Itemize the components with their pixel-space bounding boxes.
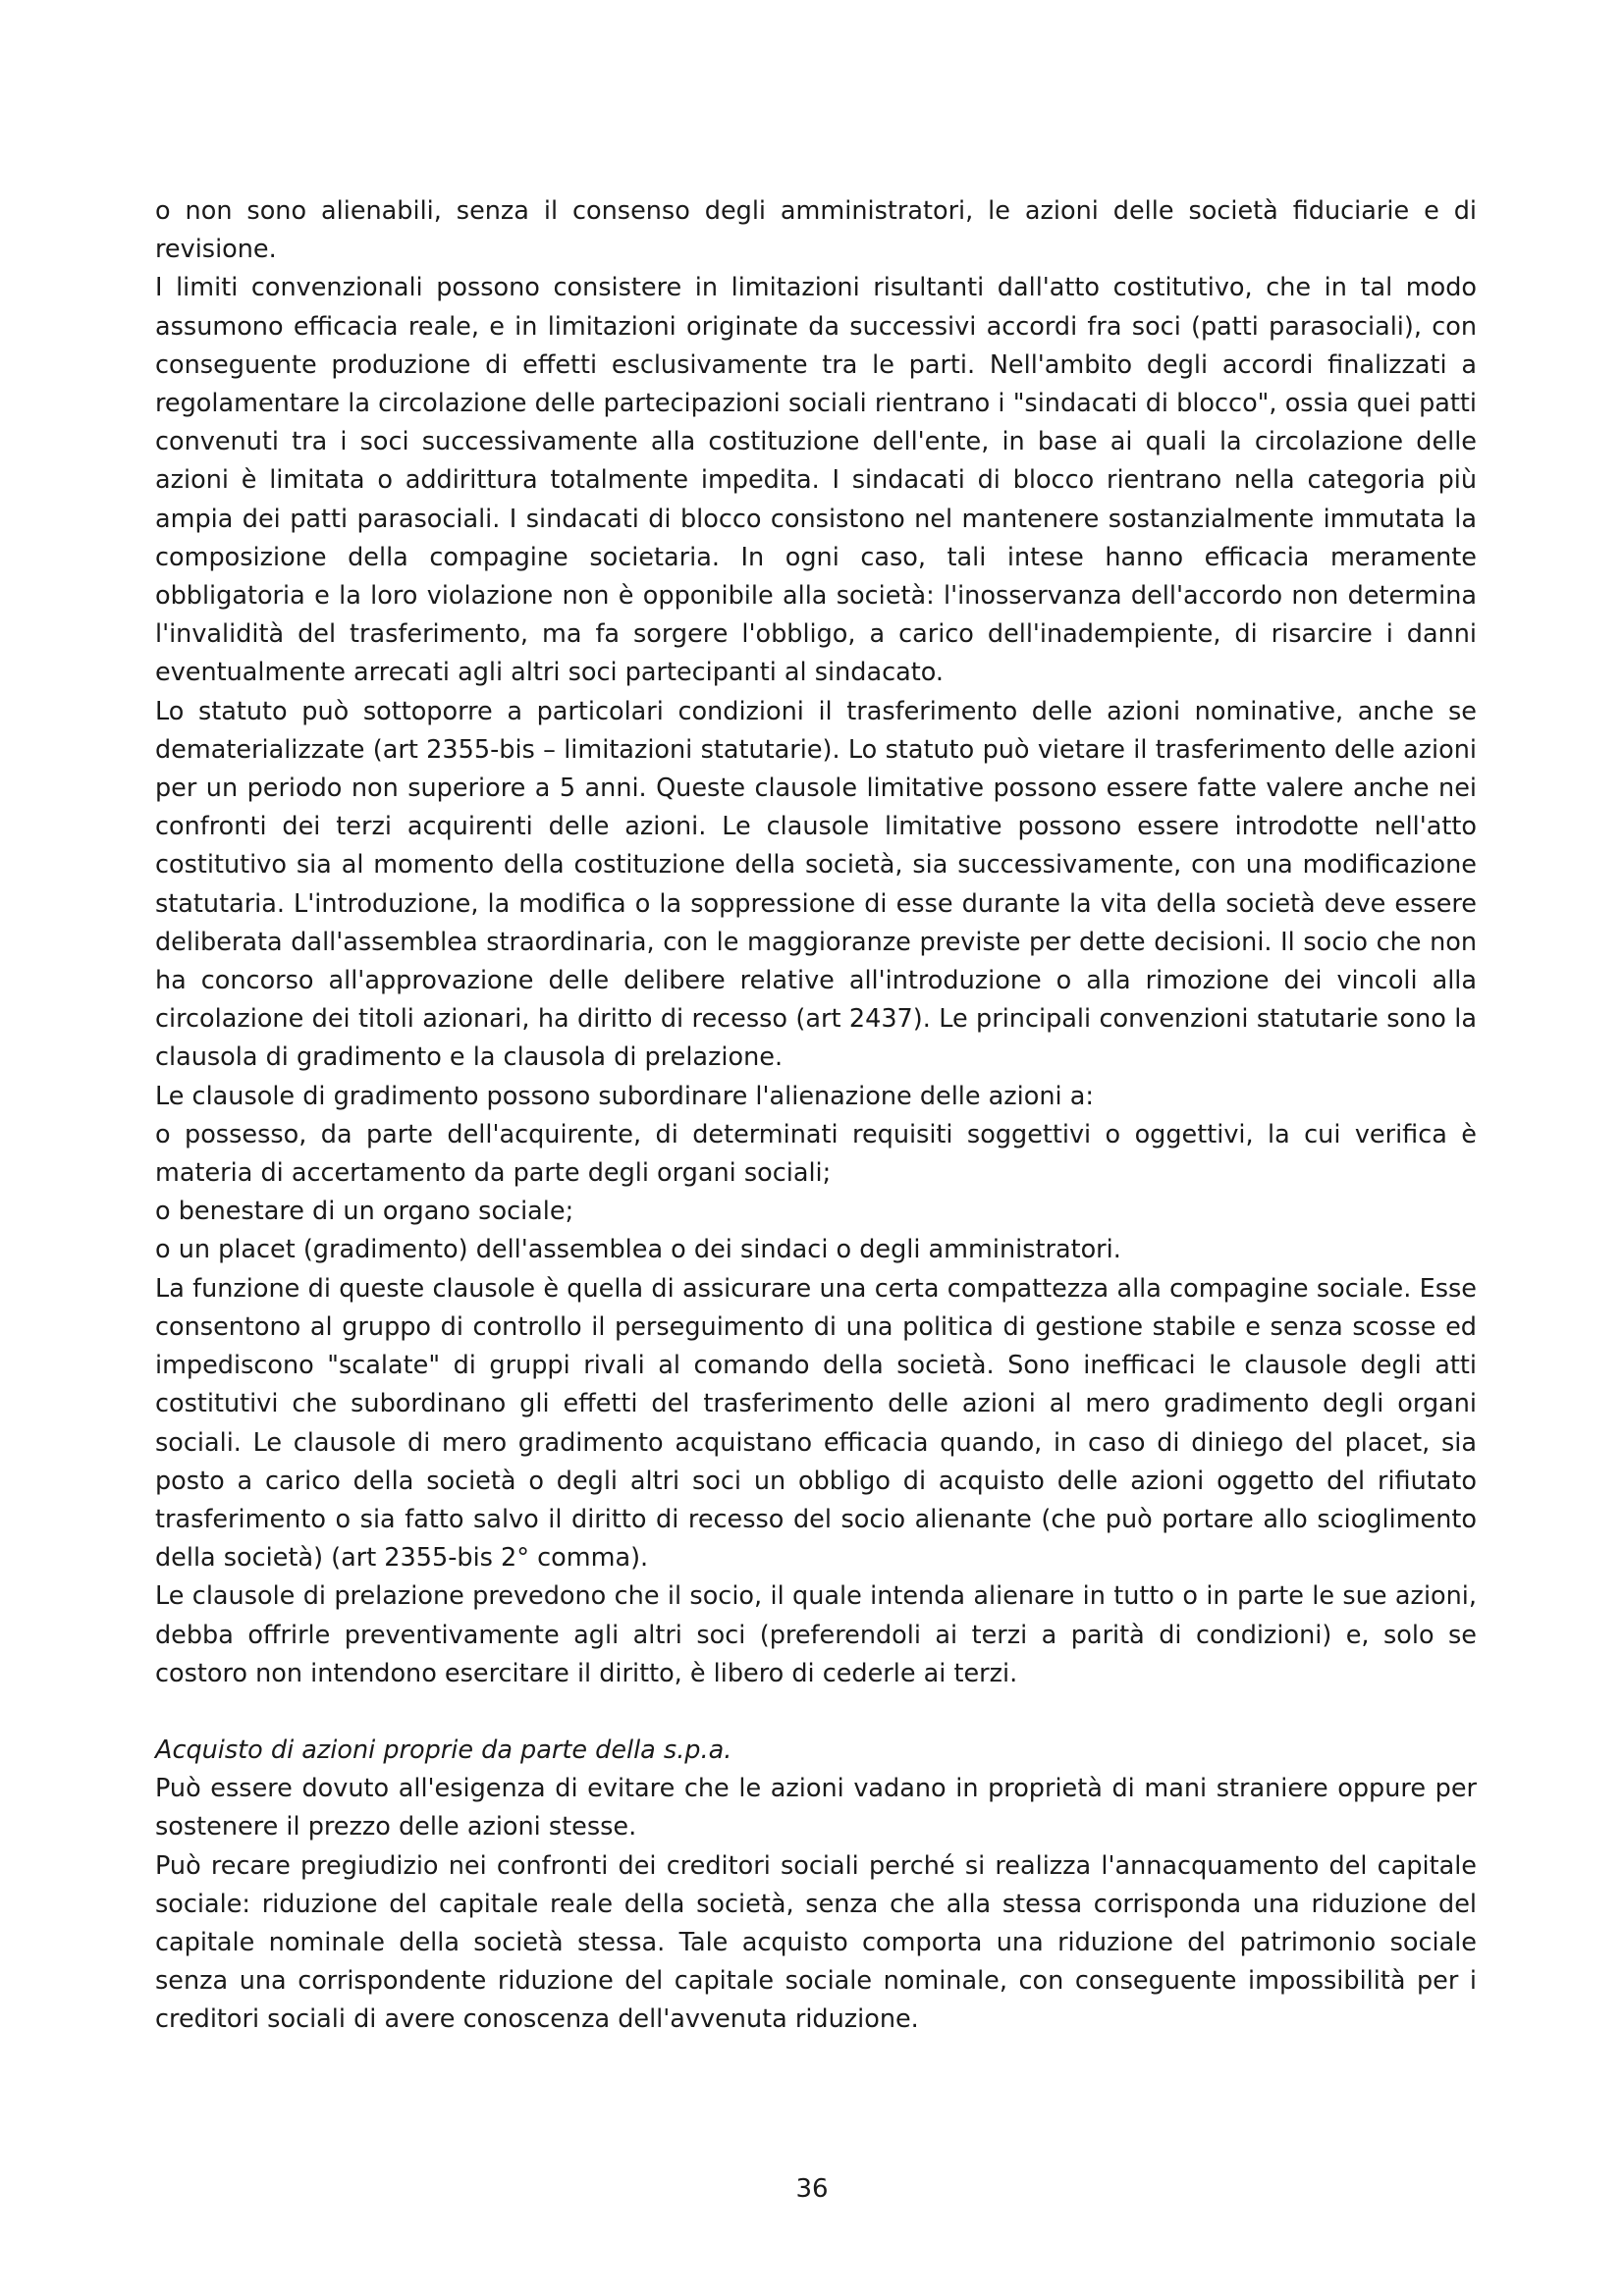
list-item-benestare: o benestare di un organo sociale; (155, 1197, 574, 1227)
paragraph-limiti-convenzionali: I limiti convenzionali possono consistere in limitazioni risultanti dall'atto costitutivo, che in tal modo assumono efficacia reale, e in limitazioni originate da successivi accordi fra soci (patti parasociali), con conseguente produzione di effetti esclusivamente tra le parti. Nell'ambito degli accordi finalizzati a regolamentare la circolazione delle partecipazioni sociali rientrano i "sindacati di blocco", ossia quei patti convenuti tra i soci successivamente alla costituzione dell'ente, in base ai quali la circolazione delle azioni è limitata o addirittura totalmente impedita. I sindacati di blocco rientrano nella categoria più ampia dei patti parasociali. I sindacati di blocco consistono nel mantenere sostanzialmente immutata la composizione della compagine societaria. In ogni caso, tali intese hanno efficacia meramente obbligatoria e la loro violazione non è opponibile alla società: l'inosservanza dell'accordo non determina l'invalidità del trasferimento, ma fa sorgere l'obbligo, a carico dell'inadempiente, di risarcire i danni eventualmente arrecati agli altri soci partecipanti al sindacato. (155, 273, 1477, 688)
paragraph-bullet-fiduciarie: o non sono alienabili, senza il consenso degli amministratori, le azioni delle società fiduciarie e di revisione. (155, 196, 1477, 265)
section-spacer (155, 1693, 1477, 1732)
section-title: Acquisto di azioni proprie da parte della s.p.a. (155, 1735, 732, 1765)
paragraph-pregiudizio: Può recare pregiudizio nei confronti dei creditori sociali perché si realizza l'annacquamento del capitale sociale: riduzione del capitale reale della società, senza che alla stessa corrisponda una riduzione del capitale nominale della società stessa. Tale acquisto comporta una riduzione del patrimonio sociale senza una corrispondente riduzione del capitale sociale nominale, con conseguente impossibilità per i creditori sociali di avere conoscenza dell'avvenuta riduzione. (155, 1850, 1477, 2035)
page-number: 36 (795, 2174, 829, 2204)
list-item-possesso: o possesso, da parte dell'acquirente, di determinati requisiti soggettivi o oggettivi, la cui verifica è materia di accertamento da parte degli organi sociali; (155, 1119, 1477, 1189)
paragraph-clausole-gradimento-intro: Le clausole di gradimento possono subordinare l'alienazione delle azioni a: (155, 1081, 1094, 1111)
list-item-placet: o un placet (gradimento) dell'assemblea o dei sindaci o degli amministratori. (155, 1235, 1121, 1265)
paragraph-clausole-prelazione: Le clausole di prelazione prevedono che il socio, il quale intenda alienare in tutto o in parte le sue azioni, debba offrirle preventivamente agli altri soci (preferendoli ai terzi a parità di condizioni) e, solo se costoro non intendono esercitare il diritto, è libero di cederle ai terzi. (155, 1581, 1477, 1688)
paragraph-statuto: Lo statuto può sottoporre a particolari condizioni il trasferimento delle azioni nominative, anche se dematerializzate (art 2355-bis – limitazioni statutarie). Lo statuto può vietare il trasferimento delle azioni per un periodo non superiore a 5 anni. Queste clausole limitative possono essere fatte valere anche nei confronti dei terzi acquirenti delle azioni. Le clausole limitative possono essere introdotte nell'atto costitutivo sia al momento della costituzione della società, sia successivamente, con una modificazione statutaria. L'introduzione, la modifica o la soppressione di esse durante la vita della società deve essere deliberata dall'assemblea straordinaria, con le maggioranze previste per dette decisioni. Il socio che non ha concorso all'approvazione delle delibere relative all'introduzione o alla rimozione dei vincoli alla circolazione dei titoli azionari, ha diritto di recesso (art 2437). Le principali convenzioni statutarie sono la clausola di gradimento e la clausola di prelazione. (155, 696, 1477, 1073)
paragraph-esigenza: Può essere dovuto all'esigenza di evitare che le azioni vadano in proprietà di mani straniere oppure per sostenere il prezzo delle azioni stesse. (155, 1774, 1477, 1842)
page-body (155, 192, 1477, 2040)
paragraph-funzione-clausole: La funzione di queste clausole è quella di assicurare una certa compattezza alla compagine sociale. Esse consentono al gruppo di controllo il perseguimento di una politica di gestione stabile e senza scosse ed impediscono "scalate" di gruppi rivali al comando della società. Sono inefficaci le clausole degli atti costitutivi che subordinano gli effetti del trasferimento delle azioni al mero gradimento degli organi sociali. Le clausole di mero gradimento acquistano efficacia quando, in caso di diniego del placet, sia posto a carico della società o degli altri soci un obbligo di acquisto delle azioni oggetto del rifiutato trasferimento o sia fatto salvo il diritto di recesso del socio alienante (che può portare allo scioglimento della società) (art 2355-bis 2° comma). (155, 1273, 1477, 1574)
